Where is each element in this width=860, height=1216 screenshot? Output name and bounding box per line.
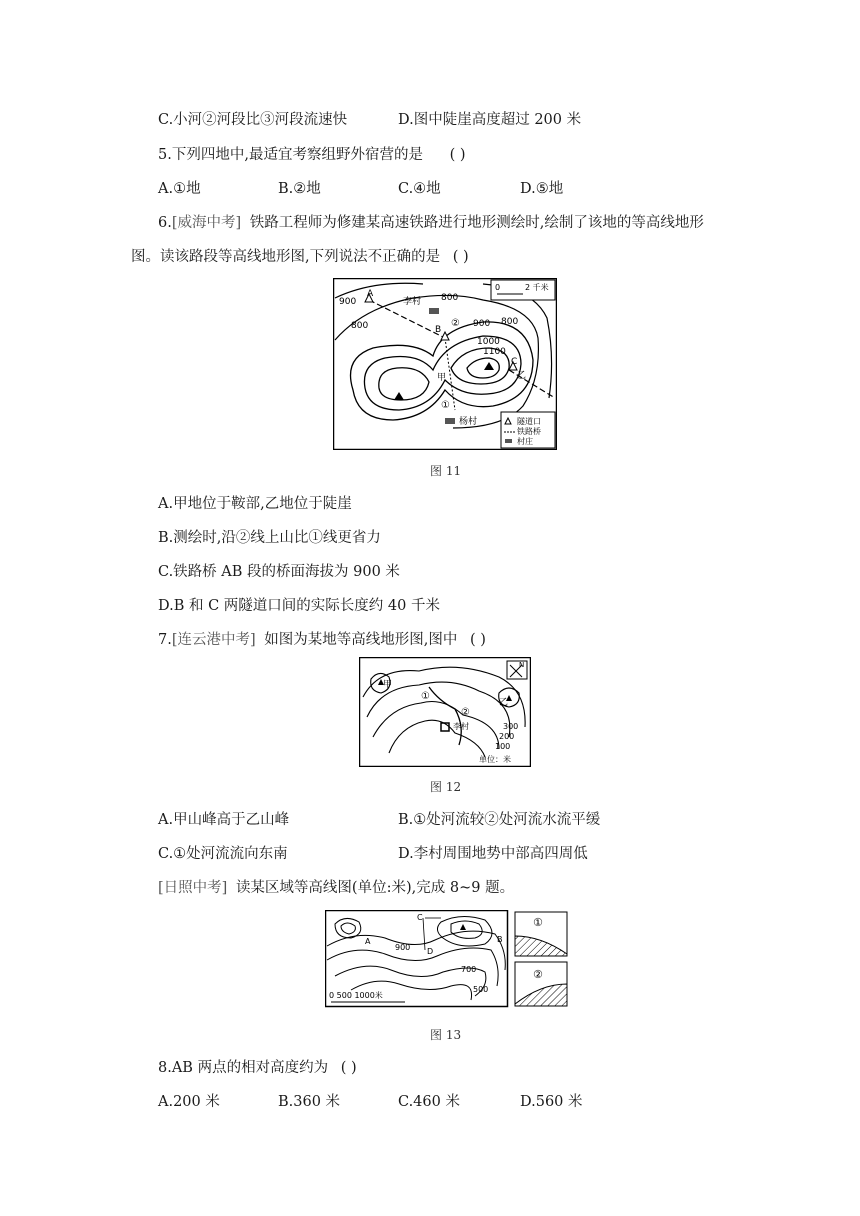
figure-12-contour-map: [359, 657, 531, 767]
fig13-scale: 0 500 1000米: [329, 991, 383, 1000]
figure-12-caption: 图 12: [430, 780, 462, 794]
q6-option-c: C.铁路桥 AB 段的桥面海拔为 900 米: [158, 564, 400, 580]
q6-bracket: ( ): [452, 249, 469, 265]
fig13-label-c: C: [417, 913, 423, 922]
q8-option-d: D.560 米: [520, 1094, 583, 1110]
fig11-label-yi: 乙: [517, 371, 527, 381]
fig13-profile-2-label: ②: [533, 968, 543, 981]
q7-number: 7.: [158, 632, 172, 648]
q8-option-c: C.460 米: [398, 1094, 460, 1110]
q7-source: [连云港中考]: [171, 632, 256, 648]
fig11-label-a: A: [367, 289, 374, 299]
q6-option-a: A.甲地位于鞍部,乙地位于陡崖: [158, 496, 352, 512]
q5-stem-text: 5.下列四地中,最适宜考察组野外宿营的是: [158, 147, 423, 163]
q8-bracket: ( ): [340, 1060, 357, 1076]
q6-stem-line2: [131, 247, 469, 267]
fig12-north-label: N: [519, 661, 525, 669]
fig11-legend-bridge: 铁路桥: [517, 427, 541, 436]
fig13-profile-1-label: ①: [533, 916, 543, 929]
q8-option-a: A.200 米: [158, 1094, 220, 1110]
fig11-label-m2: ②: [451, 318, 460, 329]
q5-option-b: B.②地: [278, 181, 321, 197]
fig11-label-m1: ①: [441, 400, 450, 411]
figure-13-contour-map: [325, 910, 569, 1010]
fig13-label-a: A: [365, 937, 371, 946]
q6-stem-text2: 图。读该路段等高线地形图,下列说法不正确的是: [131, 249, 441, 265]
fig12-label-m1: ①: [421, 691, 430, 702]
fig11-legend-village: 村庄: [517, 437, 533, 446]
q5-bracket: ( ): [449, 147, 466, 163]
fig11-label-licun: 李村: [403, 297, 422, 307]
q5-option-a: A.①地: [158, 181, 201, 197]
fig13-label-b: B: [497, 935, 503, 944]
q8-option-b: B.360 米: [278, 1094, 341, 1110]
fig13-label-900: 900: [395, 943, 411, 952]
fig11-label-b: B: [435, 325, 442, 335]
fig11-legend-tunnel: 隧道口: [517, 417, 541, 426]
q7-bracket: ( ): [470, 632, 486, 648]
q7-option-a: A.甲山峰高于乙山峰: [158, 812, 290, 828]
fig11-label-800b: 800: [441, 293, 459, 303]
q8-stem: [158, 1058, 357, 1078]
fig12-label-100: 100: [495, 742, 511, 751]
fig11-label-c: C: [511, 357, 518, 367]
q7-stem-text: 如图为某地等高线地形图,图中: [264, 632, 458, 648]
q7-option-c: C.①处河流流向东南: [158, 846, 288, 862]
fig12-label-licun: 李村: [453, 722, 469, 731]
fig12-label-200: 200: [499, 732, 515, 741]
q89-intro: [158, 878, 514, 898]
q5-option-c: C.④地: [398, 181, 441, 197]
q5-stem: [158, 145, 466, 165]
q89-stem: 读某区域等高线图(单位:米),完成 8~9 题。: [235, 880, 515, 896]
q4-option-c: C.小河②河段比③河段流速快: [158, 112, 348, 128]
figure-11-contour-map: [333, 278, 557, 450]
q5-option-d: D.⑤地: [520, 181, 564, 197]
q8-stem-text: 8.AB 两点的相对高度约为: [158, 1060, 329, 1076]
figure-13-caption: 图 13: [430, 1028, 462, 1042]
fig11-label-900: 900: [339, 297, 357, 307]
fig11-label-800c: 800: [501, 317, 519, 327]
q6-number: 6.: [158, 215, 172, 231]
fig13-label-500: 500: [473, 985, 489, 994]
fig11-label-yangcun: 杨村: [459, 417, 478, 427]
q89-source: [日照中考]: [158, 880, 228, 896]
q6-source: [威海中考]: [171, 215, 242, 231]
fig11-label-1000: 1000: [477, 337, 500, 347]
q7-stem: [158, 630, 486, 650]
fig11-label-800a: 800: [351, 321, 369, 331]
q7-option-d: D.李村周围地势中部高四周低: [398, 846, 588, 862]
q6-stem-text1: 铁路工程师为修建某高速铁路进行地形测绘时,绘制了该地的等高线地形: [249, 215, 704, 231]
fig11-label-900b: 900: [473, 319, 491, 329]
fig12-label-yi: 乙: [499, 698, 509, 708]
q6-stem-line1: [158, 213, 704, 233]
fig11-label-1100: 1100: [483, 347, 506, 357]
q4-option-d: D.图中陡崖高度超过 200 米: [398, 112, 582, 128]
fig13-label-700: 700: [461, 965, 477, 974]
fig12-label-300: 300: [503, 722, 519, 731]
fig12-label-jia: 甲: [383, 680, 393, 690]
q6-option-d: D.B 和 C 两隧道口间的实际长度约 40 千米: [158, 598, 440, 614]
fig12-label-m2: ②: [461, 707, 470, 718]
fig11-scale-zero: 0: [495, 283, 501, 292]
figure-11-caption: 图 11: [430, 464, 462, 478]
fig13-label-d: D: [427, 947, 434, 956]
q6-option-b: B.测绘时,沿②线上山比①线更省力: [158, 530, 381, 546]
q7-option-b: B.①处河流较②处河流水流平缓: [398, 812, 601, 828]
fig11-scale-label: 2 千米: [525, 283, 549, 292]
fig11-label-jia: 甲: [437, 373, 447, 383]
fig12-unit: 单位：米: [479, 755, 511, 764]
